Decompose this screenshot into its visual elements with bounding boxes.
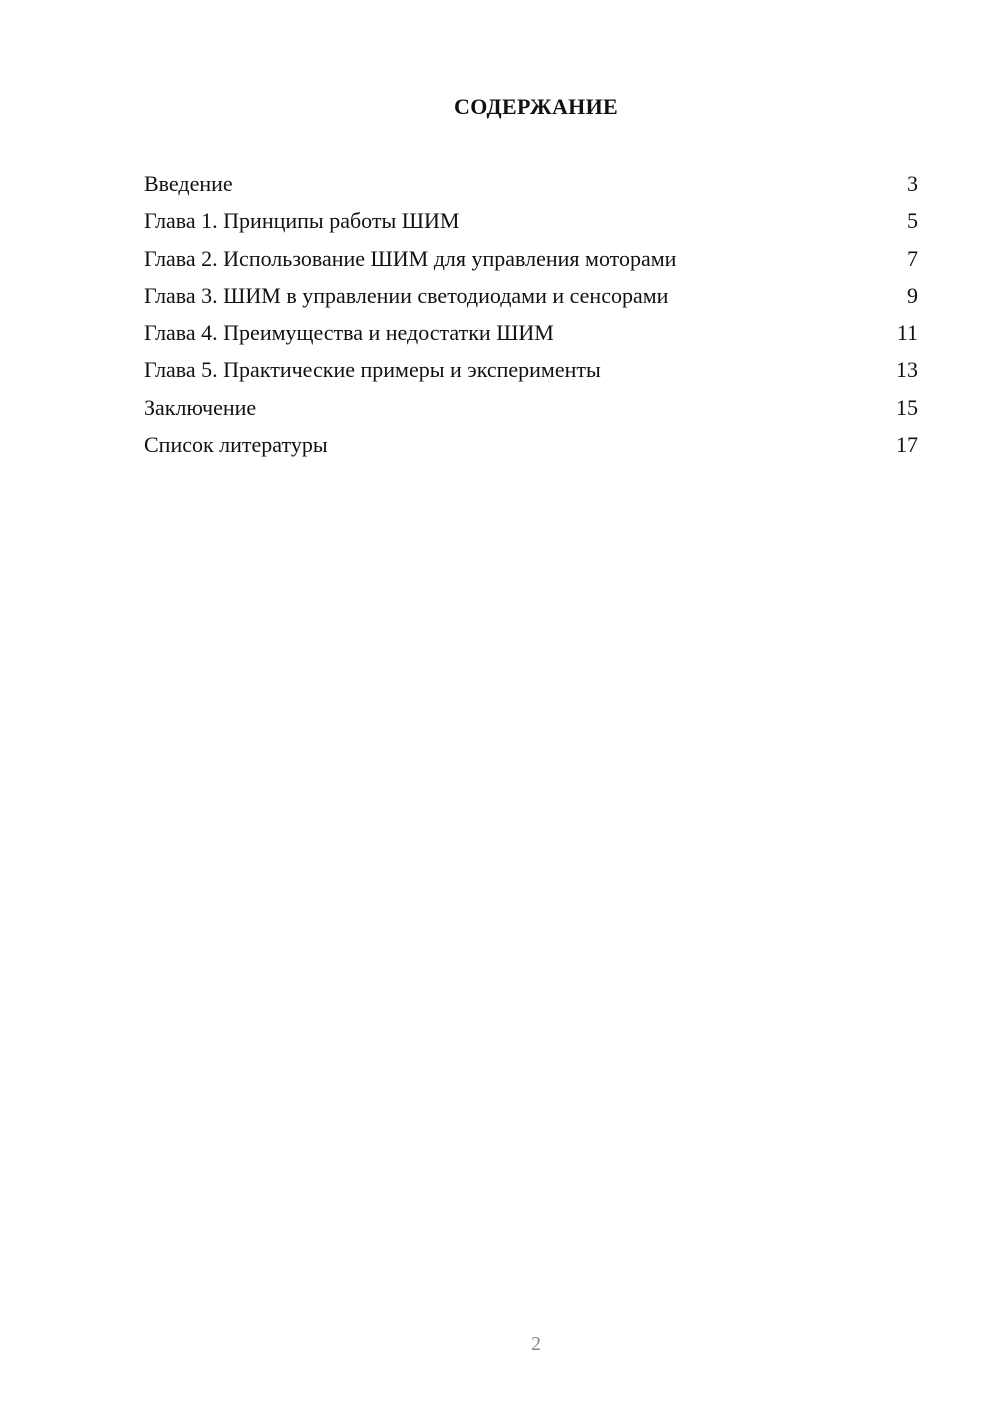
- toc-entry-page: 17: [896, 432, 918, 458]
- toc-entry-label: Глава 1. Принципы работы ШИМ: [144, 208, 460, 234]
- toc-entry-chapter-4[interactable]: [144, 317, 918, 354]
- toc-entry-label: Глава 3. ШИМ в управлении светодиодами и сенсорами: [144, 282, 669, 308]
- toc-entry-page: 9: [907, 282, 918, 308]
- page-number: 2: [531, 1333, 541, 1355]
- toc-entry-page: 7: [907, 245, 918, 271]
- toc-entry-label: Глава 4. Преимущества и недостатки ШИМ: [144, 320, 554, 346]
- toc-entry-page: 5: [907, 208, 918, 234]
- toc-entry-label: Заключение: [144, 394, 257, 420]
- toc-entry-chapter-1[interactable]: [144, 205, 918, 242]
- toc-entry-page: 3: [907, 171, 918, 196]
- toc-title: СОДЕРЖАНИЕ: [454, 94, 618, 119]
- toc-entry-label: Список литературы: [144, 432, 328, 458]
- toc-entry-page: 15: [896, 394, 918, 420]
- toc-entry-chapter-3[interactable]: [144, 280, 918, 317]
- toc-entry-page: 11: [896, 320, 918, 346]
- toc-entry-label: Глава 2. Использование ШИМ для управления моторами: [144, 245, 677, 271]
- toc-entry-label: Глава 5. Практические примеры и эксперименты: [144, 357, 601, 383]
- toc-entry-conclusion[interactable]: [144, 392, 918, 429]
- toc-entry-introduction[interactable]: [144, 168, 918, 205]
- toc-entry-label: Введение: [144, 171, 233, 196]
- toc-entry-references[interactable]: [144, 429, 918, 466]
- toc-list: [144, 168, 918, 466]
- toc-entry-page: 13: [896, 357, 918, 383]
- toc-entry-chapter-2[interactable]: [144, 243, 918, 280]
- toc-entry-chapter-5[interactable]: [144, 354, 918, 391]
